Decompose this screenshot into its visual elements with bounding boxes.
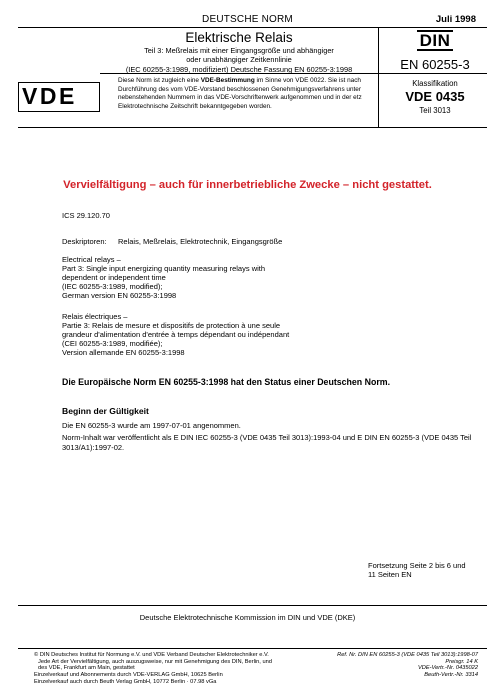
din-logo: DIN xyxy=(417,30,454,51)
top-rule xyxy=(18,27,487,28)
continuation-line: 11 Seiten EN xyxy=(368,570,412,580)
vde-classification-number: VDE 0435 xyxy=(405,89,465,104)
status-statement: Die Europäische Norm EN 60255-3:1998 hat den Status einer Deutschen Norm. xyxy=(62,377,391,387)
classification-label: Klassifikation xyxy=(412,79,458,88)
english-title-block xyxy=(62,255,442,300)
publication-date: Juli 1998 xyxy=(435,14,476,25)
commission-rule xyxy=(18,605,487,606)
footer-line: Einzelverkauf auch durch Beuth Verlag GmbH, 10772 Berlin · 07.98 vGa xyxy=(34,678,217,685)
english-title-line: (IEC 60255-3:1989, modified); xyxy=(62,282,163,292)
french-title-block xyxy=(62,312,442,357)
french-title-line: (CEI 60255-3:1989, modifiée); xyxy=(62,339,163,349)
footer-line: Jede Art der Vervielfältigung, auch auszugsweise, nur mit Genehmigung des DIN, Berlin, und xyxy=(38,658,272,665)
din-designation-box xyxy=(383,30,487,72)
ics-code: ICS 29.120.70 xyxy=(62,211,110,220)
title-subline: oder unabhängiger Zeitkennlinie xyxy=(186,55,292,65)
vde-note-text: Diese Norm ist zugleich eine xyxy=(118,77,201,84)
classification-part: Teil 3013 xyxy=(419,106,451,115)
validity-heading: Beginn der Gültigkeit xyxy=(62,406,149,416)
footer-line: © DIN Deutsches Institut für Normung e.V. und VDE Verband Deutscher Elektrotechniker e.V. xyxy=(34,652,269,658)
footer-copyright xyxy=(34,652,324,686)
validity-adoption-text: Die EN 60255-3 wurde am 1997-07-01 angenommen. xyxy=(62,421,241,430)
footer-reference xyxy=(308,652,478,679)
footer-reference-number: Ref. Nr. DIN EN 60255-3 (VDE 0435 Teil 3013):1998-07 xyxy=(337,652,478,658)
right-column-divider xyxy=(378,27,379,127)
vde-note xyxy=(118,77,378,112)
continuation-note xyxy=(368,561,478,579)
footer-line: Einzelverkauf und Abonnements durch VDE-VERLAG GmbH, 10625 Berlin xyxy=(34,672,223,679)
english-title-line: dependent or independent time xyxy=(62,273,166,283)
continuation-line: Fortsetzung Seite 2 bis 6 und xyxy=(368,561,466,570)
french-title-line: Version allemande EN 60255-3:1998 xyxy=(62,348,185,358)
vde-note-text: im Sinne von VDE 0022. Sie ist nach Durchführung des vom VDE-Vorstand beschlossenen Genehmigungsverfahrens unter nebenstehenden Nummern in das VDE-Vorschriftenwerk aufgenommen und in der etz Elektrotechnische Zeitschrift bekanntgegeben worden. xyxy=(118,77,362,111)
document-title-block xyxy=(103,30,375,74)
french-title-line: Partie 3: Relais de mesure et dispositifs de protection à une seule xyxy=(62,321,281,331)
title-subline: (IEC 60255-3:1989, modifiziert) Deutsche Fassung EN 60255-3:1998 xyxy=(125,64,353,74)
document-title: Elektrische Relais xyxy=(185,30,293,45)
english-title-line: German version EN 60255-3:1998 xyxy=(62,291,177,301)
vde-logo xyxy=(18,82,100,112)
descriptors-value: Relais, Meßrelais, Elektrotechnik, Eingangsgröße xyxy=(118,237,283,246)
copy-warning: Vervielfältigung – auch für innerbetriebliche Zwecke – nicht gestattet. xyxy=(63,179,432,191)
classification-box xyxy=(383,77,487,115)
vde-logo-text: VDE xyxy=(22,83,77,109)
footer-price-group: Preisgr. 14 K xyxy=(445,658,478,665)
footer-beuth-order-number: Beuth-Vertr.-Nr. 3314 xyxy=(424,672,478,679)
header-bottom-rule xyxy=(18,127,487,128)
footer-line: des VDE, Frankfurt am Main, gestattet xyxy=(38,665,135,672)
english-title-line: Part 3: Single input energizing quantity measuring relays with xyxy=(62,264,266,274)
vde-note-emphasis: VDE-Bestimmung xyxy=(200,77,255,84)
title-subline: Teil 3: Meßrelais mit einer Eingangsgröße und abhängiger xyxy=(144,46,334,55)
norm-type-label: DEUTSCHE NORM xyxy=(202,14,293,25)
english-title-line: Electrical relays – xyxy=(62,255,121,264)
footer-rule xyxy=(18,648,487,649)
din-number: EN 60255-3 xyxy=(400,57,470,72)
french-title-line: grandeur d'alimentation d'entrée à temps dépendant ou indépendant xyxy=(62,330,290,340)
french-title-line: Relais électriques – xyxy=(62,312,128,321)
commission-name: Deutsche Elektrotechnische Kommission im DIN und VDE (DKE) xyxy=(139,613,356,622)
validity-publication-text: Norm-Inhalt war veröffentlicht als E DIN IEC 60255-3 (VDE 0435 Teil 3013):1993-04 und E DIN EN 60255-3 (VDE 0435 Teil 3013/A1):1997-02. xyxy=(62,433,472,452)
descriptors-label: Deskriptoren: xyxy=(62,237,107,246)
footer-vde-order-number: VDE-Vertr.-Nr. 0435022 xyxy=(417,665,478,672)
